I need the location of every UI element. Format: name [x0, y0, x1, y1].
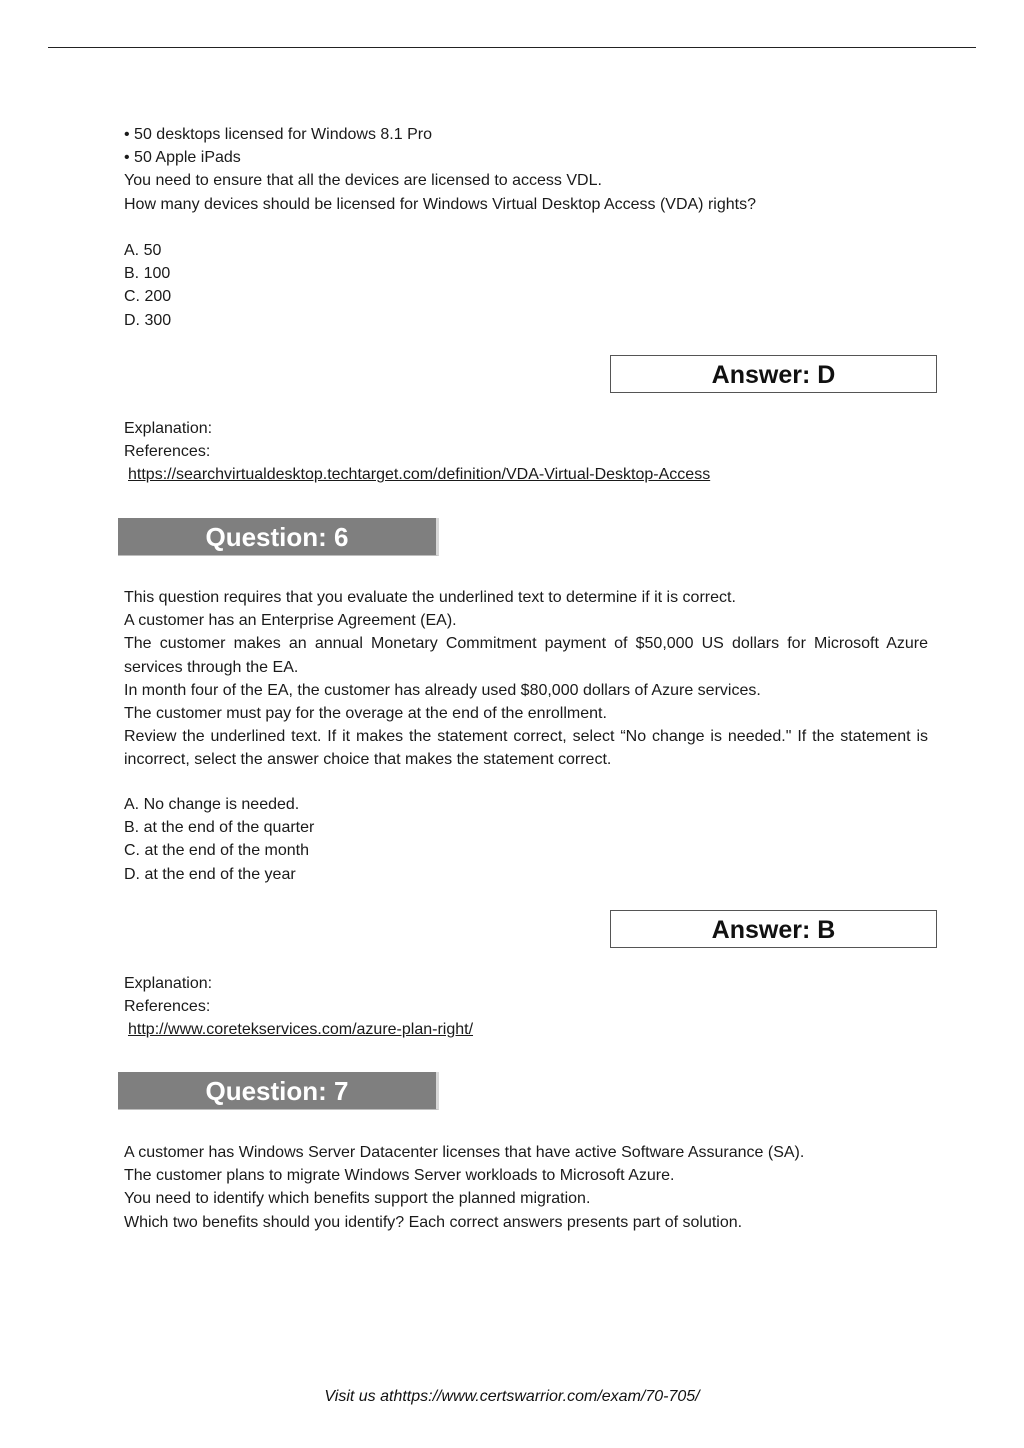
- footer-visit-link[interactable]: Visit us athttps://www.certswarrior.com/exam/70-705/: [324, 1388, 700, 1405]
- q6-option-b: B. at the end of the quarter: [124, 819, 315, 837]
- q5-option-b: B. 100: [124, 265, 171, 283]
- q6-paragraph: A customer has an Enterprise Agreement (EA).: [124, 612, 457, 630]
- q5-option-c: C. 200: [124, 288, 172, 306]
- q7-line: A customer has Windows Server Datacenter licenses that have active Software Assurance (SA).: [124, 1144, 805, 1161]
- q6-paragraph: Review the underlined text. If it makes the statement correct, select “No change is needed." If the statement is incorrect, select the answer choice that makes the statement correct.: [124, 728, 928, 769]
- q5-options: [124, 239, 928, 332]
- q5-stem: [124, 123, 928, 216]
- q5-line: How many devices should be licensed for Windows Virtual Desktop Access (VDA) rights?: [124, 195, 756, 213]
- q7-line: The customer plans to migrate Windows Server workloads to Microsoft Azure.: [124, 1167, 675, 1185]
- header-rule: [48, 47, 976, 48]
- q7-line: You need to identify which benefits support the planned migration.: [124, 1190, 591, 1208]
- q6-stem: [124, 586, 928, 772]
- explanation-label: Explanation:: [124, 975, 213, 992]
- q5-option-a: A. 50: [124, 242, 162, 259]
- q6-underlined-statement: The customer must pay for the overage at the end of the enrollment.: [124, 705, 607, 723]
- q5-line: • 50 Apple iPads: [124, 149, 241, 167]
- q5-answer-box: Answer: D: [610, 355, 937, 393]
- q5-explanation: [124, 417, 928, 487]
- q6-heading: Question: 6: [118, 518, 439, 556]
- explanation-label: Explanation:: [124, 420, 213, 437]
- q5-line: • 50 desktops licensed for Windows 8.1 Pro: [124, 126, 432, 143]
- q6-paragraph: In month four of the EA, the customer has already used $80,000 dollars of Azure services.: [124, 681, 761, 699]
- q5-reference-link[interactable]: https://searchvirtualdesktop.techtarget.com/definition/VDA-Virtual-Desktop-Access: [128, 466, 711, 484]
- q5-option-d: D. 300: [124, 311, 172, 329]
- q6-reference-link[interactable]: http://www.coretekservices.com/azure-plan-right/: [128, 1021, 474, 1039]
- q5-line: You need to ensure that all the devices are licensed to access VDL.: [124, 172, 602, 190]
- q6-paragraph: This question requires that you evaluate the underlined text to determine if it is correct.: [124, 589, 736, 606]
- references-label: References:: [124, 443, 211, 461]
- q6-paragraph: The customer makes an annual Monetary Commitment payment of $50,000 US dollars for Microsoft Azure services through the EA.: [124, 635, 928, 676]
- q6-explanation: [124, 972, 928, 1042]
- q7-stem: [124, 1141, 928, 1234]
- q7-heading: Question: 7: [118, 1072, 439, 1110]
- q6-option-c: C. at the end of the month: [124, 842, 310, 860]
- q7-line: Which two benefits should you identify? Each correct answers presents part of solution.: [124, 1213, 743, 1231]
- q6-option-d: D. at the end of the year: [124, 865, 296, 883]
- references-label: References:: [124, 998, 211, 1016]
- q6-options: [124, 793, 928, 886]
- q6-answer-box: Answer: B: [610, 910, 937, 948]
- q6-option-a: A. No change is needed.: [124, 796, 300, 813]
